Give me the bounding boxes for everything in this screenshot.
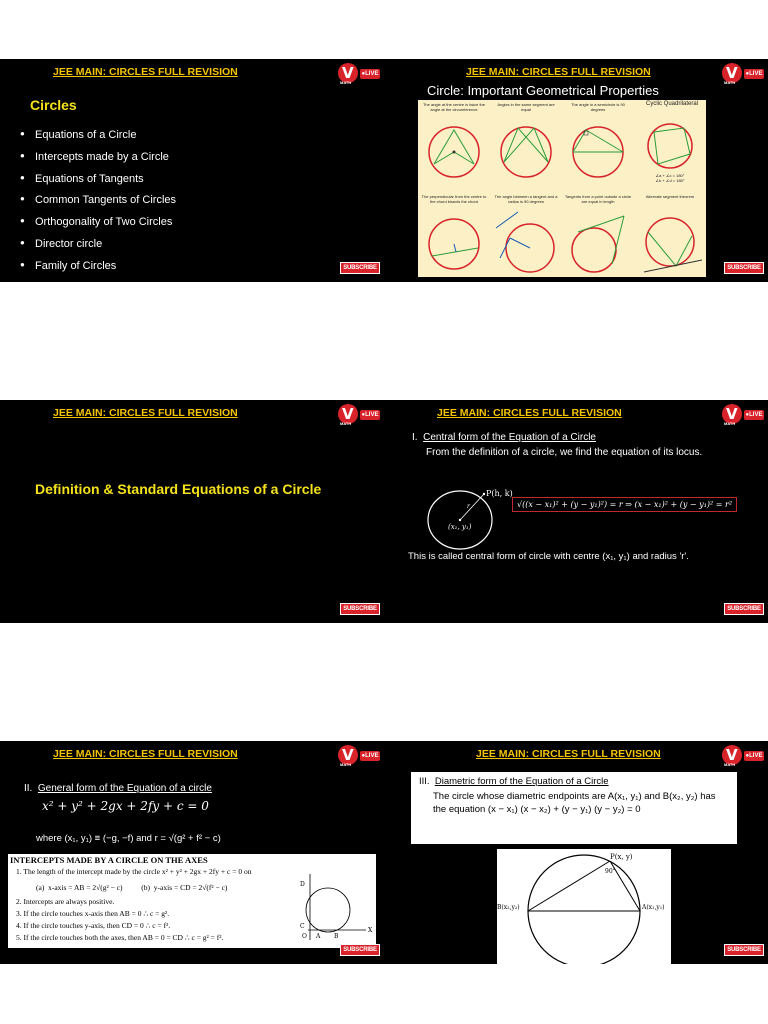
property-cell: Cyclic Quadrilateral ∠a + ∠c = 180° ∠b + ∠d = 180° — [634, 100, 706, 188]
property-cell: The angle between a tangent and a radius is 90 degrees — [490, 192, 562, 280]
slide-circles-topics — [0, 59, 384, 282]
vedantu-logo-icon: MATH V — [722, 745, 742, 765]
diametric-text-box — [411, 772, 737, 844]
property-cell: The angle at the centre is twice the angle at the circumference — [418, 100, 490, 188]
svg-text:r: r — [467, 503, 470, 510]
tangent-radius-icon — [492, 210, 560, 278]
intercepts-box — [8, 854, 376, 948]
subscribe-button[interactable]: SUBSCRIBE — [340, 262, 380, 274]
list-item: ● Family of Circles — [20, 260, 176, 282]
live-badge: ●LIVE — [361, 412, 379, 418]
section-heading: II. General form of the Equation of a circle — [24, 783, 212, 794]
intercepts-diagram — [298, 870, 374, 946]
subscribe-button[interactable]: SUBSCRIBE — [340, 944, 380, 956]
live-badge: ●LIVE — [361, 71, 379, 77]
subscribe-button[interactable]: SUBSCRIBE — [340, 603, 380, 615]
subscribe-button[interactable]: SUBSCRIBE — [724, 944, 764, 956]
list-item: 1. The length of the intercept made by the circle x² + y² + 2gx + 2fy + c = 0 on — [16, 867, 252, 876]
vedantu-logo-icon: MATH V — [722, 404, 742, 424]
general-equation: x² + y² + 2gx + 2fy + c = 0 — [42, 799, 209, 813]
vedantu-logo-icon: MATH V — [722, 63, 742, 83]
property-cell: The angle in a semicircle is 90 degrees — [562, 100, 634, 188]
list-item: ● Director circle — [20, 238, 176, 260]
vedantu-logo-icon: MATH V — [338, 745, 358, 765]
slide-title: Circles — [30, 97, 77, 113]
list-item: ● Common Tangents of Circles — [20, 194, 176, 216]
perpendicular-bisector-icon — [420, 210, 488, 278]
body-text: the equation (x − x₁) (x − x₂) + (y − y₁) (y − y₂) = 0 — [433, 804, 641, 815]
slide-title: Circle: Important Geometrical Properties — [427, 83, 659, 98]
list-item: ● Orthogonality of Two Circles — [20, 216, 176, 238]
header-title: JEE MAIN: CIRCLES FULL REVISION — [466, 66, 651, 78]
box-title: INTERCEPTS MADE BY A CIRCLE ON THE AXES — [10, 855, 208, 865]
list-item: 4. If the circle touches y-axis, then CD = 0 ∴ c = f². — [16, 921, 171, 930]
property-cell: The perpendicular from the centre to the chord bisects the chord — [418, 192, 490, 280]
slide-definition-title — [0, 400, 384, 623]
property-cell: Tangents from a point outside a circle are equal in length — [562, 192, 634, 280]
svg-text:C: C — [300, 923, 305, 930]
diametric-diagram — [497, 849, 671, 964]
list-item: 3. If the circle touches x-axis then AB = 0 ∴ c = g². — [16, 909, 170, 918]
list-item: ● Equations of Tangents — [20, 173, 176, 195]
central-form-diagram — [424, 482, 534, 552]
diametric-figure-box — [497, 849, 671, 964]
body-text: This is called central form of circle with centre (x₁, y₁) and radius 'r'. — [408, 551, 689, 562]
header-title: JEE MAIN: CIRCLES FULL REVISION — [53, 748, 238, 760]
list-item: ● Equations of a Circle — [20, 129, 176, 151]
slide-central-form — [384, 400, 768, 623]
vedantu-logo-icon: MATH V — [338, 63, 358, 83]
section-heading: III. Diametric form of the Equation of a Circle — [419, 776, 609, 787]
vedantu-logo-icon: MATH V — [338, 404, 358, 424]
property-cell: Angles in the same segment are equal — [490, 100, 562, 188]
header-title: JEE MAIN: CIRCLES FULL REVISION — [53, 407, 238, 419]
live-badge: ●LIVE — [745, 71, 763, 77]
property-cell: Alternate segment theorem — [634, 192, 706, 280]
subscribe-button[interactable]: SUBSCRIBE — [724, 262, 764, 274]
live-badge: ●LIVE — [361, 753, 379, 759]
live-badge: ●LIVE — [745, 753, 763, 759]
svg-text:X: X — [368, 927, 373, 934]
body-text: The circle whose diametric endpoints are A(x₁, y₁) and B(x₂, y₂) has — [433, 791, 716, 802]
slide-title: Definition & Standard Equations of a Circle — [35, 481, 322, 497]
central-form-equation: √((x − x₁)² + (y − y₁)²) = r ⇒ (x − x₁)² + (y − y₁)² = r² — [512, 497, 737, 512]
section-heading: I. Central form of the Equation of a Circle — [412, 432, 596, 443]
live-badge: ●LIVE — [745, 412, 763, 418]
body-text: From the definition of a circle, we find the equation of its locus. — [426, 447, 703, 458]
svg-text:A(x₁,y₁): A(x₁,y₁) — [642, 904, 665, 911]
list-item: (a) x-axis = AB = 2√(g² − c) (b) y-axis = CD = 2√(f² − c) — [36, 883, 228, 892]
header-title: JEE MAIN: CIRCLES FULL REVISION — [53, 66, 238, 78]
topics-list — [20, 129, 176, 282]
circle-centre-angle-icon — [420, 118, 488, 186]
header-title: JEE MAIN: CIRCLES FULL REVISION — [476, 748, 661, 760]
svg-text:A: A — [316, 933, 321, 940]
cyclic-quadrilateral-icon — [636, 118, 704, 172]
subscribe-button[interactable]: SUBSCRIBE — [724, 603, 764, 615]
svg-text:90°: 90° — [605, 868, 616, 875]
svg-text:P(h, k): P(h, k) — [486, 489, 513, 498]
svg-text:P(x, y): P(x, y) — [610, 853, 633, 861]
semicircle-icon — [564, 118, 632, 186]
properties-grid — [418, 100, 706, 277]
list-item: 2. Intercepts are always positive. — [16, 897, 115, 906]
list-item: ● Intercepts made by a Circle — [20, 151, 176, 173]
svg-text:B(x₂,y₂): B(x₂,y₂) — [497, 904, 520, 911]
same-segment-icon — [492, 118, 560, 186]
svg-text:B: B — [334, 933, 339, 940]
list-item: 5. If the circle touches both the axes, then AB = 0 = CD ∴ c = g² = f². — [16, 933, 224, 942]
where-line: where (x₁, y₁) ≡ (−g, −f) and r = √(g² + f² − c) — [36, 833, 221, 844]
svg-text:D: D — [300, 881, 305, 888]
svg-text:O: O — [302, 933, 307, 940]
alternate-segment-icon — [636, 210, 704, 278]
header-title: JEE MAIN: CIRCLES FULL REVISION — [437, 407, 622, 419]
svg-text:(x₁, y₁): (x₁, y₁) — [448, 523, 472, 531]
equal-tangents-icon — [564, 210, 632, 278]
